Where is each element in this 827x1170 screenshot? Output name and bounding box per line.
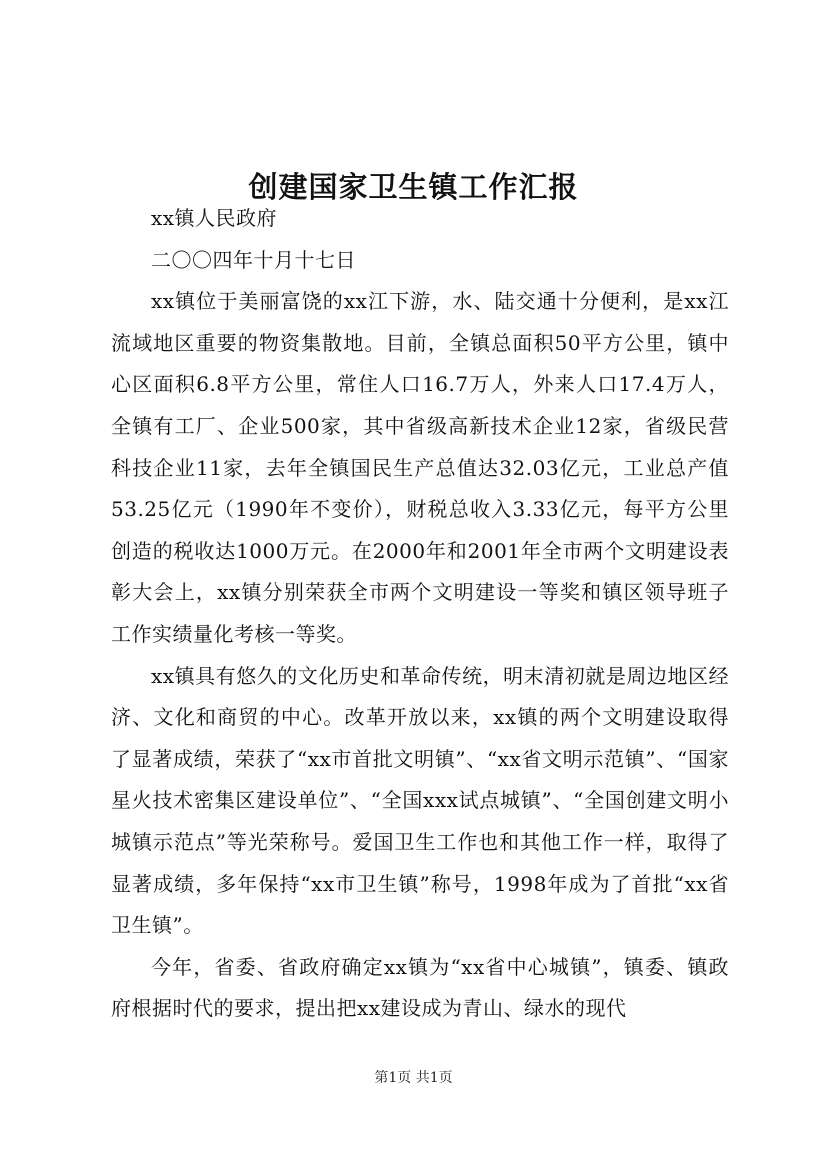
document-body	[111, 198, 729, 1030]
paragraph-2: xx镇具有悠久的文化历史和革命传统，明末清初就是周边地区经济、文化和商贸的中心。改革开放以来，xx镇的两个文明建设取得了显著成绩，荣获了“xx市首批文明镇”、“xx省文明示范镇”、“国家星火技术密集区建设单位”、“全国xxx试点城镇”、“全国创建文明小城镇示范点”等光荣称号。爱国卫生工作也和其他工作一样，取得了显著成绩，多年保持“xx市卫生镇”称号，1998年成为了首批“xx省卫生镇”。	[111, 663, 729, 938]
paragraph-1: xx镇位于美丽富饶的xx江下游，水、陆交通十分便利，是xx江流域地区重要的物资集散地。目前，全镇总面积50平方公里，镇中心区面积6.8平方公里，常住人口16.7万人，外来人口17.4万人，全镇有工厂、企业500家，其中省级高新技术企业12家，省级民营科技企业11家，去年全镇国民生产总值达32.03亿元，工业总产值53.25亿元（1990年不变价），财税总收入3.33亿元，每平方公里创造的税收达1000万元。在2000年和2001年全市两个文明建设表彰大会上，xx镇分别荣获全市两个文明建设一等奖和镇区领导班子工作实绩量化考核一等奖。	[111, 289, 729, 646]
author-line: xx镇人民政府	[151, 206, 278, 230]
page-footer: 第1页 共1页	[374, 1070, 453, 1086]
document-title: 创建国家卫生镇工作汇报	[248, 170, 579, 205]
paragraph-3: 今年，省委、省政府确定xx镇为“xx省中心城镇”，镇委、镇政府根据时代的要求，提出把xx建设成为青山、绿水的现代	[111, 954, 729, 1021]
date-line: 二〇〇四年十月十七日	[151, 247, 356, 272]
